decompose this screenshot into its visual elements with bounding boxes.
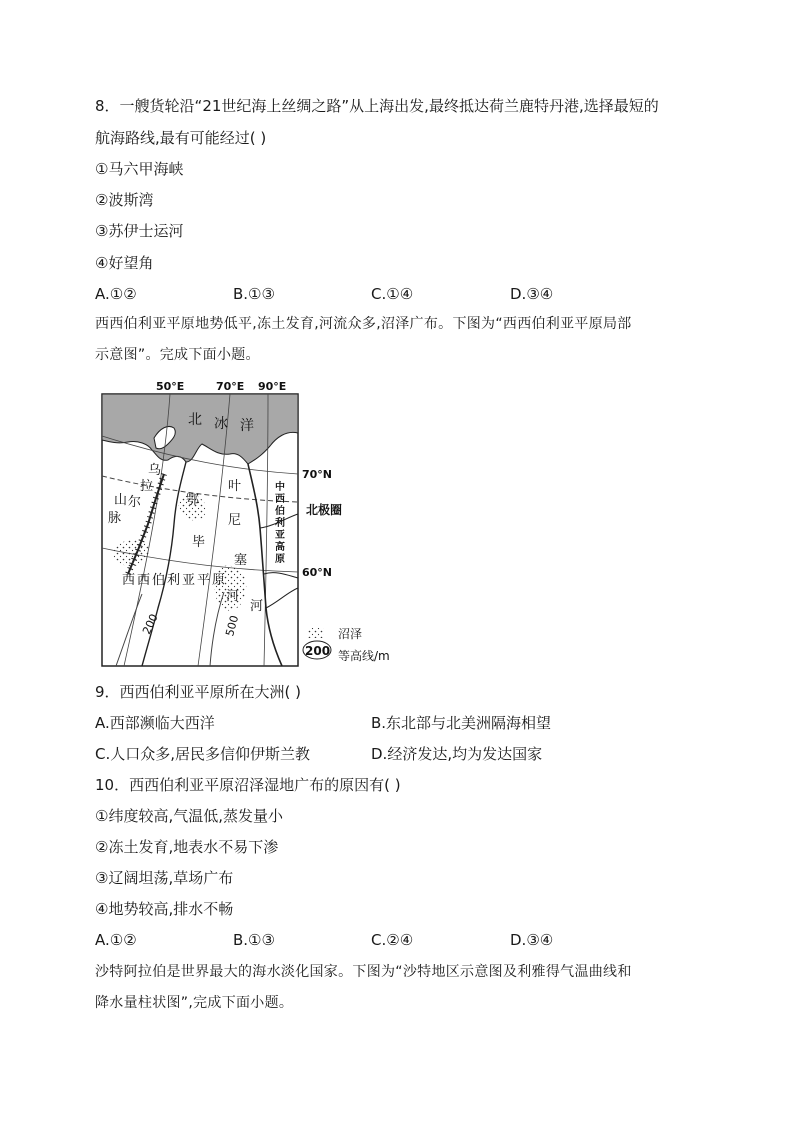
yenisei-char-2: 尼 bbox=[228, 513, 242, 528]
q10-option-d[interactable]: D.③④ bbox=[510, 931, 554, 949]
legend-swamp-swatch bbox=[308, 628, 324, 638]
contour-label-200: 200 bbox=[140, 611, 161, 637]
lon-label-70e: 70°E bbox=[216, 380, 245, 393]
ural-char-2: 拉 bbox=[140, 479, 154, 494]
intro1-line2: 示意图”。完成下面小题。 bbox=[95, 347, 260, 363]
q9-stem: 9．西西伯利亚平原所在大洲( ) bbox=[95, 683, 302, 701]
ob-char-2: 毕 bbox=[192, 535, 206, 550]
q8-option-c[interactable]: C.①④ bbox=[371, 285, 414, 303]
q10-item-1: ①纬度较高,气温低,蒸发量小 bbox=[95, 807, 283, 825]
ocean-char-2: 冰 bbox=[214, 416, 228, 432]
legend-swamp-label: 沼泽 bbox=[338, 627, 363, 641]
plateau-char-7: 原 bbox=[275, 554, 285, 565]
q9-option-c[interactable]: C.人口众多,居民多信仰伊斯兰教 bbox=[95, 745, 311, 763]
plateau-char-3: 伯 bbox=[275, 506, 285, 517]
ocean-char-3: 洋 bbox=[240, 418, 254, 434]
tributary-3 bbox=[264, 573, 298, 578]
lat-label-60n: 60°N bbox=[302, 566, 333, 579]
arctic-circle-label: 北极圈 bbox=[306, 503, 343, 517]
q10-option-c[interactable]: C.②④ bbox=[371, 931, 414, 949]
plateau-char-1: 中 bbox=[275, 482, 285, 493]
q8-item-3: ③苏伊士运河 bbox=[95, 222, 184, 240]
contour-label-500: 500 bbox=[223, 614, 242, 638]
ural-char-5: 脉 bbox=[108, 511, 122, 526]
q10-option-b[interactable]: B.①③ bbox=[233, 931, 275, 949]
plateau-char-4: 利 bbox=[275, 518, 285, 529]
ob-char-1: 鄂 bbox=[186, 493, 200, 508]
q10-option-a[interactable]: A.①② bbox=[95, 931, 137, 949]
q8-item-4: ④好望角 bbox=[95, 254, 154, 272]
q10-item-3: ③辽阔坦荡,草场广布 bbox=[95, 869, 234, 887]
q10-item-4: ④地势较高,排水不畅 bbox=[95, 900, 234, 918]
intro2-line1: 沙特阿拉伯是世界最大的海水淡化国家。下图为“沙特地区示意图及利雅得气温曲线和 bbox=[95, 964, 632, 980]
ural-char-1: 乌 bbox=[148, 463, 162, 478]
yenisei-char-4: 河 bbox=[226, 589, 240, 604]
q10-stem: 10．西西伯利亚平原沼泽湿地广布的原因有( ) bbox=[95, 776, 401, 794]
q8-option-d[interactable]: D.③④ bbox=[510, 285, 554, 303]
q8-option-a[interactable]: A.①② bbox=[95, 285, 137, 303]
ural-char-3: 尔 bbox=[128, 495, 142, 510]
intro2-line2: 降水量柱状图”,完成下面小题。 bbox=[95, 995, 294, 1011]
lon-label-50e: 50°E bbox=[156, 380, 185, 393]
ocean-char-1: 北 bbox=[188, 412, 202, 428]
legend-contour-label: 等高线/m bbox=[338, 649, 390, 663]
contour-200-line bbox=[116, 594, 142, 666]
plain-label: 西西伯利亚平原 bbox=[122, 573, 228, 588]
q8-option-b[interactable]: B.①③ bbox=[233, 285, 275, 303]
q9-option-b[interactable]: B.东北部与北美洲隔海相望 bbox=[371, 714, 552, 732]
yenisei-char-3: 塞 bbox=[234, 553, 248, 568]
plateau-char-5: 亚 bbox=[275, 530, 285, 541]
q8-item-1: ①马六甲海峡 bbox=[95, 160, 184, 178]
lon-label-90e: 90°E bbox=[258, 380, 287, 393]
q9-option-d[interactable]: D.经济发达,均为发达国家 bbox=[371, 745, 543, 763]
yenisei-char-1: 叶 bbox=[228, 479, 242, 494]
lat-label-70n: 70°N bbox=[302, 468, 333, 481]
legend-contour-value: 200 bbox=[305, 644, 331, 658]
q9-option-a[interactable]: A.西部濒临大西洋 bbox=[95, 714, 215, 732]
intro1-line1: 西西伯利亚平原地势低平,冻土发育,河流众多,沼泽广布。下图为“西西伯利亚平原局部 bbox=[95, 316, 632, 332]
west-siberian-plain-map bbox=[98, 378, 418, 668]
plateau-char-2: 西 bbox=[275, 494, 285, 505]
q10-item-2: ②冻土发育,地表水不易下渗 bbox=[95, 838, 279, 856]
swamp-area-west bbox=[113, 540, 149, 567]
q8-stem-line1: 8．一艘货轮沿“21世纪海上丝绸之路”从上海出发,最终抵达荷兰鹿特丹港,选择最短的 bbox=[95, 97, 659, 115]
ural-char-4: 山 bbox=[114, 493, 128, 508]
q8-stem-line2: 航海路线,最有可能经过( ) bbox=[95, 129, 267, 147]
plateau-char-6: 高 bbox=[275, 542, 285, 553]
q8-item-2: ②波斯湾 bbox=[95, 191, 154, 209]
tributary-2 bbox=[266, 588, 298, 608]
arctic-ocean bbox=[102, 394, 298, 464]
small-river-label: 河 bbox=[250, 599, 264, 614]
